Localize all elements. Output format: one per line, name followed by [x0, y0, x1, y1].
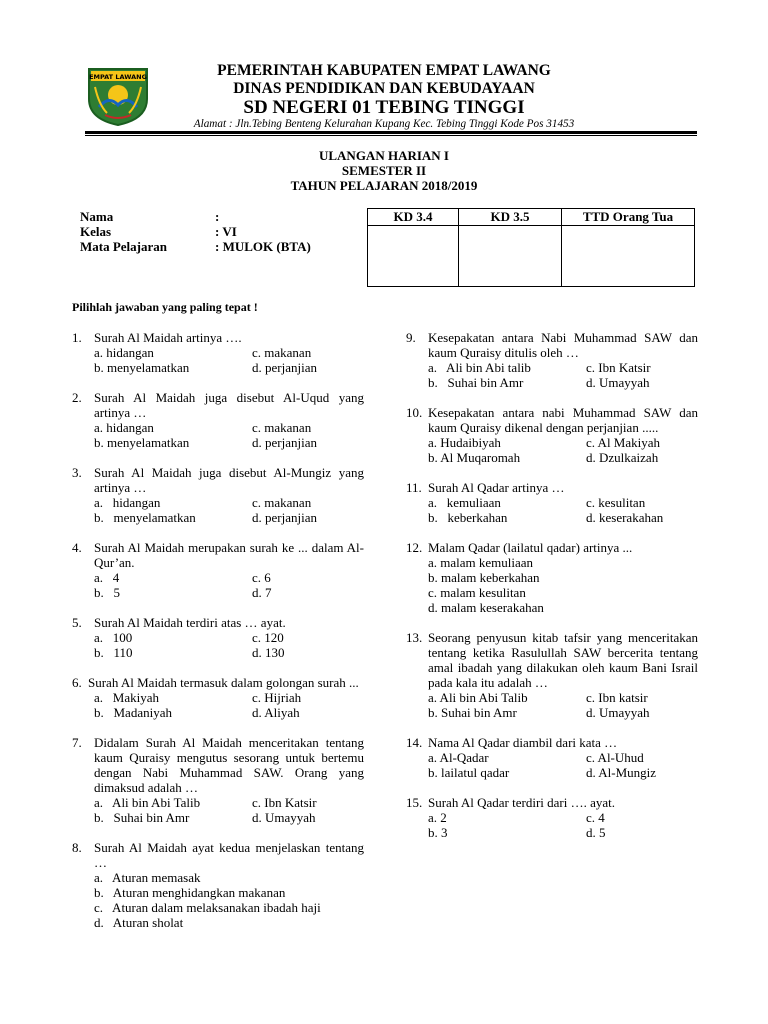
header-divider-thin	[85, 135, 697, 136]
option-a: a. 4	[94, 570, 120, 585]
option-c: c. Ibn katsir	[586, 690, 648, 705]
instruction-text: Pilihlah jawaban yang paling tepat !	[72, 300, 258, 314]
option-a: a. Makiyah	[94, 690, 159, 705]
exam-year: TAHUN PELAJARAN 2018/2019	[290, 178, 478, 193]
option-a: a. malam kemuliaan	[428, 555, 534, 570]
class-value: : VI	[215, 224, 237, 239]
question-number: 11.	[406, 480, 422, 495]
school-name: SD NEGERI 01 TEBING TINGGI	[243, 97, 525, 118]
option-a: a. 100	[94, 630, 133, 645]
header-divider-thick	[85, 131, 697, 134]
question-number: 13.	[406, 630, 423, 645]
question-7	[72, 735, 364, 825]
question-number: 7.	[72, 735, 82, 750]
option-b: b. Suhai bin Amr	[94, 810, 190, 825]
option-a: a. kemuliaan	[428, 495, 501, 510]
question-15	[406, 795, 698, 840]
option-b: b. Aturan menghidangkan makanan	[94, 885, 286, 900]
option-a: a. Aturan memasak	[94, 870, 201, 885]
question-number: 12.	[406, 540, 423, 555]
option-c: c. 6	[252, 570, 271, 585]
question-9	[406, 330, 698, 390]
option-d: d. 5	[586, 825, 606, 840]
class-label: Kelas	[80, 224, 112, 239]
option-c: c. Al-Uhud	[586, 750, 644, 765]
question-text: Nama Al Qadar diambil dari kata …	[428, 735, 618, 750]
question-text: Surah Al Maidah juga disebut Al-Mungiz yang artinya …	[94, 465, 364, 495]
question-3	[72, 465, 364, 525]
question-text: Surah Al Maidah juga disebut Al-Uqud yang artinya …	[94, 390, 364, 420]
question-text: Kesepakatan antara nabi Muhammad SAW dan kaum Quraisy dikenal dengan perjanjian .....	[428, 405, 698, 435]
option-c: c. makanan	[252, 420, 312, 435]
option-d: d. Al-Mungiz	[586, 765, 657, 780]
question-1	[72, 330, 364, 375]
option-b: b. menyelamatkan	[94, 435, 190, 450]
option-c: c. Aturan dalam melaksanakan ibadah haji	[94, 900, 321, 915]
question-number: 3.	[72, 465, 82, 480]
school-address: Alamat : Jln.Tebing Benteng Kelurahan Kupang Kec. Tebing Tinggi Kode Pos 31453	[193, 118, 575, 130]
exam-semester: SEMESTER II	[341, 163, 427, 178]
name-value: :	[215, 209, 220, 224]
subject-label: Mata Pelajaran	[80, 239, 168, 254]
question-14	[406, 735, 698, 780]
option-b: b. 110	[94, 645, 133, 660]
option-b: b. Suhai bin Amr	[428, 375, 524, 390]
option-a: a. Al-Qadar	[428, 750, 489, 765]
question-12	[406, 540, 698, 615]
option-d: d. Umayyah	[586, 705, 650, 720]
option-d: d. perjanjian	[252, 435, 317, 450]
option-c: c. 120	[252, 630, 284, 645]
question-4	[72, 540, 364, 600]
option-b: b. Madaniyah	[94, 705, 172, 720]
question-text: Surah Al Maidah merupakan surah ke ... dalam Al-Qur’an.	[94, 540, 364, 570]
government-name: PEMERINTAH KABUPATEN EMPAT LAWANG	[217, 62, 551, 79]
option-d: d. Aturan sholat	[94, 915, 184, 930]
parent-signature-cell	[562, 226, 695, 287]
exam-title: ULANGAN HARIAN I	[318, 148, 449, 163]
option-b: b. lailatul qadar	[428, 765, 510, 780]
kd35-cell	[459, 226, 562, 287]
option-c: c. Hijriah	[252, 690, 302, 705]
option-d: d. Umayyah	[252, 810, 316, 825]
option-d: d. keserakahan	[586, 510, 664, 525]
question-13	[406, 630, 698, 720]
question-number: 8.	[72, 840, 82, 855]
option-d: d. Umayyah	[586, 375, 650, 390]
option-c: c. makanan	[252, 495, 312, 510]
subject-value: : MULOK (BTA)	[215, 239, 311, 254]
question-text: Seorang penyusun kitab tafsir yang menceritakan tentang ketika Rasulullah SAW bercerita tentang amal ibadah yang dilakukan oleh kaum Bani Israil pada kala itu adalah …	[428, 630, 698, 690]
question-10	[406, 405, 698, 465]
svg-text:EMPAT LAWANG: EMPAT LAWANG	[89, 73, 147, 81]
question-text: Surah Al Qadar terdiri dari …. ayat.	[428, 795, 615, 810]
kd35-header: KD 3.5	[459, 209, 562, 226]
option-a: a. Ali bin Abi Talib	[94, 795, 201, 810]
option-b: b. keberkahan	[428, 510, 508, 525]
question-text: Kesepakatan antara Nabi Muhammad SAW dan kaum Quraisy ditulis oleh …	[428, 330, 698, 360]
option-d: d. malam keserakahan	[428, 600, 544, 615]
option-c: c. kesulitan	[586, 495, 646, 510]
option-b: b. menyelamatkan	[94, 360, 190, 375]
option-a: a. Hudaibiyah	[428, 435, 501, 450]
option-c: c. malam kesulitan	[428, 585, 526, 600]
option-c: c. Ibn Katsir	[586, 360, 651, 375]
option-d: d. Aliyah	[252, 705, 300, 720]
question-text: Surah Al Maidah artinya ….	[94, 330, 242, 345]
question-number: 1.	[72, 330, 82, 345]
option-b: b. 3	[428, 825, 448, 840]
score-table	[367, 208, 695, 287]
option-c: c. Al Makiyah	[586, 435, 661, 450]
question-6	[72, 675, 364, 720]
option-b: b. malam keberkahan	[428, 570, 540, 585]
option-d: d. Dzulkaizah	[586, 450, 659, 465]
kd34-header: KD 3.4	[368, 209, 459, 226]
option-b: b. 5	[94, 585, 120, 600]
question-number: 4.	[72, 540, 82, 555]
option-c: c. makanan	[252, 345, 312, 360]
question-number: 5.	[72, 615, 82, 630]
question-text: Surah Al Qadar artinya …	[428, 480, 565, 495]
question-text: Malam Qadar (lailatul qadar) artinya ...	[428, 540, 633, 555]
option-a: a. hidangan	[94, 495, 161, 510]
question-number: 15.	[406, 795, 423, 810]
name-label: Nama	[80, 209, 114, 224]
option-a: a. hidangan	[94, 420, 154, 435]
kd34-cell	[368, 226, 459, 287]
question-number: 2.	[72, 390, 82, 405]
left-question-column	[72, 330, 364, 945]
question-8	[72, 840, 364, 930]
right-question-column	[406, 330, 698, 855]
question-number: 10.	[406, 405, 423, 420]
question-number: 6.	[72, 675, 82, 690]
question-number: 9.	[406, 330, 416, 345]
question-text: Surah Al Maidah termasuk dalam golongan surah ...	[88, 675, 359, 690]
option-d: d. perjanjian	[252, 510, 317, 525]
school-district-logo	[85, 65, 151, 127]
option-a: a. Ali bin Abi talib	[428, 360, 531, 375]
option-d: d. perjanjian	[252, 360, 317, 375]
question-text: Surah Al Maidah ayat kedua menjelaskan tentang …	[94, 840, 364, 870]
department-name: DINAS PENDIDIKAN DAN KEBUDAYAAN	[233, 80, 535, 97]
option-d: d. 130	[252, 645, 285, 660]
option-c: c. 4	[586, 810, 605, 825]
option-d: d. 7	[252, 585, 272, 600]
option-c: c. Ibn Katsir	[252, 795, 317, 810]
question-number: 14.	[406, 735, 423, 750]
question-text: Surah Al Maidah terdiri atas … ayat.	[94, 615, 286, 630]
option-b: b. Suhai bin Amr	[428, 705, 517, 720]
question-2	[72, 390, 364, 450]
option-b: b. Al Muqaromah	[428, 450, 521, 465]
question-11	[406, 480, 698, 525]
parent-signature-header: TTD Orang Tua	[562, 209, 695, 226]
option-a: a. Ali bin Abi Talib	[428, 690, 528, 705]
option-a: a. 2	[428, 810, 447, 825]
option-b: b. menyelamatkan	[94, 510, 196, 525]
option-a: a. hidangan	[94, 345, 154, 360]
question-5	[72, 615, 364, 660]
question-text: Didalam Surah Al Maidah menceritakan tentang kaum Quraisy mengutus sesorang untuk bertemu dengan Nabi Muhammad SAW. Orang yang dimaksud adalah …	[94, 735, 364, 795]
